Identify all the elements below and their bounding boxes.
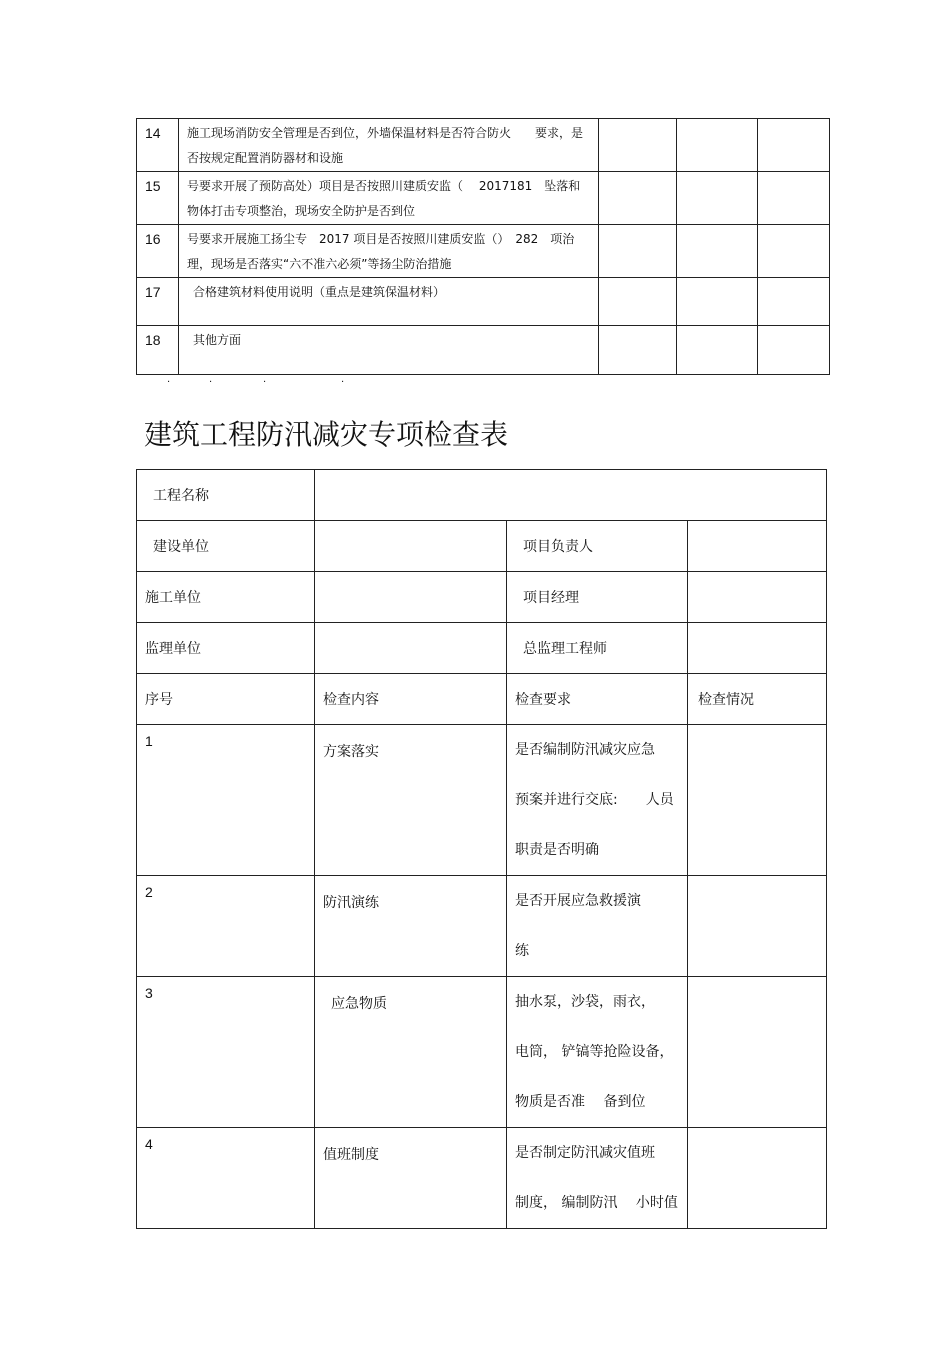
status-field[interactable] [688, 876, 827, 977]
row-content: 防汛演练 [315, 876, 507, 977]
row-content: 号要求开展施工扬尘专 2017 项目是否按照川建质安监（） 282 项治理，现场是否落实“六不准六必须”等扬尘防治措施 [179, 225, 599, 278]
row-content: 值班制度 [315, 1128, 507, 1229]
empty-cell[interactable] [599, 119, 677, 172]
empty-cell[interactable] [677, 172, 758, 225]
row-number: 4 [137, 1128, 315, 1229]
row-requirement [507, 725, 688, 876]
dot: . [209, 374, 213, 385]
dot: . [341, 374, 345, 385]
empty-cell[interactable] [758, 172, 830, 225]
supervisor-row [137, 623, 827, 674]
constructor-label: 施工单位 [137, 572, 315, 623]
table-row [137, 172, 830, 225]
row-number: 1 [137, 725, 315, 876]
project-name-label: 工程名称 [137, 470, 315, 521]
requirement-line: 是否编制防汛减灾应急 [515, 742, 655, 758]
dot-leaders [0, 374, 950, 388]
empty-cell[interactable] [599, 278, 677, 326]
table-row [137, 225, 830, 278]
row-content: 方案落实 [315, 725, 507, 876]
requirement-line: 抽水泵，沙袋，雨衣， [515, 994, 655, 1010]
header-content: 检查内容 [315, 674, 507, 725]
status-field[interactable] [688, 725, 827, 876]
empty-cell[interactable] [758, 225, 830, 278]
row-requirement [507, 977, 688, 1128]
requirement-line: 物质是否准 备到位 [515, 1094, 646, 1110]
row-number: 3 [137, 977, 315, 1128]
row-number: 2 [137, 876, 315, 977]
chief-engineer-field[interactable] [688, 623, 827, 674]
row-requirement [507, 876, 688, 977]
flood-inspection-table [136, 469, 827, 1229]
row-number: 18 [137, 326, 179, 375]
project-manager-field[interactable] [688, 572, 827, 623]
table-row [137, 1128, 827, 1229]
dot: . [263, 374, 267, 385]
empty-cell[interactable] [599, 326, 677, 375]
project-name-field[interactable] [315, 470, 827, 521]
builder-label: 建设单位 [137, 521, 315, 572]
header-requirement: 检查要求 [507, 674, 688, 725]
empty-cell[interactable] [677, 326, 758, 375]
constructor-field[interactable] [315, 572, 507, 623]
row-number: 17 [137, 278, 179, 326]
requirement-line: 预案并进行交底: 人员 [515, 792, 674, 808]
row-number: 14 [137, 119, 179, 172]
table-row [137, 725, 827, 876]
project-manager-label: 项目经理 [507, 572, 688, 623]
requirement-line: 电筒， 铲镐等抢险设备， [515, 1044, 674, 1060]
table-row [137, 278, 830, 326]
requirement-line: 是否开展应急救援演 [515, 893, 641, 909]
constructor-row [137, 572, 827, 623]
supervisor-label: 监理单位 [137, 623, 315, 674]
chief-engineer-label: 总监理工程师 [507, 623, 688, 674]
table-row [137, 876, 827, 977]
empty-cell[interactable] [677, 119, 758, 172]
project-name-row [137, 470, 827, 521]
requirement-line: 练 [515, 943, 529, 959]
empty-cell[interactable] [599, 225, 677, 278]
header-row [137, 674, 827, 725]
status-field[interactable] [688, 1128, 827, 1229]
empty-cell[interactable] [677, 225, 758, 278]
status-field[interactable] [688, 977, 827, 1128]
table-row [137, 326, 830, 375]
empty-cell[interactable] [758, 326, 830, 375]
row-content: 施工现场消防安全管理是否到位，外墙保温材料是否符合防火 要求，是否按规定配置消防器材和设施 [179, 119, 599, 172]
row-number: 16 [137, 225, 179, 278]
project-lead-label: 项目负责人 [507, 521, 688, 572]
row-content: 号要求开展了预防高处）项目是否按照川建质安监（ 2017181 坠落和物体打击专项整治，现场安全防护是否到位 [179, 172, 599, 225]
row-content: 其他方面 [179, 326, 599, 375]
table-row [137, 119, 830, 172]
table-row [137, 977, 827, 1128]
empty-cell[interactable] [599, 172, 677, 225]
row-content: 合格建筑材料使用说明（重点是建筑保温材料） [179, 278, 599, 326]
empty-cell[interactable] [677, 278, 758, 326]
row-requirement [507, 1128, 688, 1229]
requirement-line: 是否制定防汛减灾值班 [515, 1145, 655, 1161]
empty-cell[interactable] [758, 119, 830, 172]
row-number: 15 [137, 172, 179, 225]
project-lead-field[interactable] [688, 521, 827, 572]
row-content: 应急物质 [315, 977, 507, 1128]
page-title: 建筑工程防汛减灾专项检查表 [144, 418, 509, 451]
requirement-line: 制度， 编制防汛 小时值 [515, 1195, 678, 1211]
header-status: 检查情况 [688, 674, 827, 725]
header-num: 序号 [137, 674, 315, 725]
builder-field[interactable] [315, 521, 507, 572]
supervisor-field[interactable] [315, 623, 507, 674]
empty-cell[interactable] [758, 278, 830, 326]
builder-row [137, 521, 827, 572]
requirement-line: 职责是否明确 [515, 842, 599, 858]
inspection-table-continued [136, 118, 830, 375]
dot: . [167, 374, 171, 385]
